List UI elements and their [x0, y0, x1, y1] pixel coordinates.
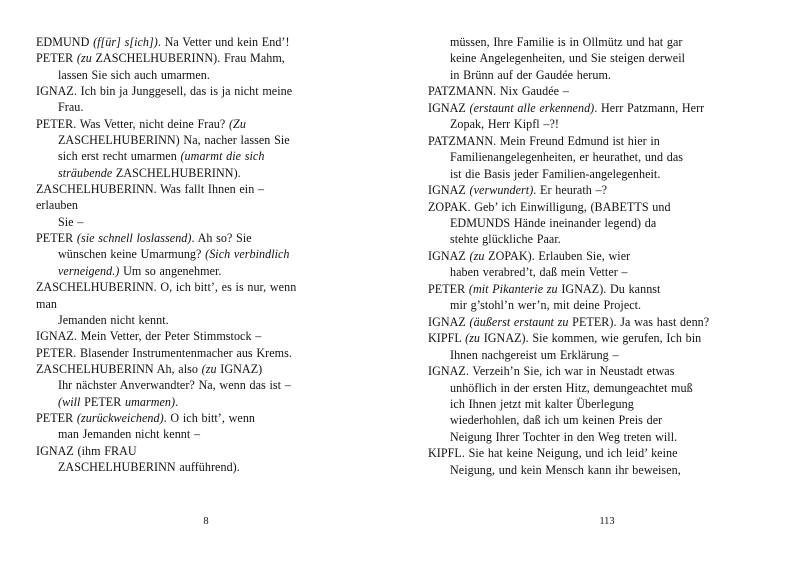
stage-direction: (Zu: [228, 116, 246, 131]
speech-block: [36, 181, 376, 230]
text-line: [36, 83, 376, 99]
text-line: [428, 50, 778, 66]
speech-block: [428, 445, 778, 478]
text-line: [428, 166, 778, 182]
speech-block: [428, 363, 778, 445]
text-line: [36, 181, 376, 197]
text-line: [36, 50, 376, 66]
dialogue-text: lassen Sie sich auch umarmen.: [58, 67, 210, 82]
text-line: [36, 459, 376, 475]
dialogue-text: .: [237, 165, 241, 180]
speech-block: [36, 34, 376, 50]
dialogue-text: müssen, Ihre Familie is in Ollmütz und hat gar: [450, 35, 683, 49]
dialogue-text: Neigung Ihrer Tochter in den Weg treten will.: [450, 429, 678, 444]
text-line: [36, 165, 376, 181]
speech-block: [36, 443, 376, 476]
text-line: [428, 83, 778, 99]
text-line: [428, 182, 778, 198]
stage-direction: (zu: [201, 361, 221, 376]
dialogue-text: PETER: [428, 281, 469, 296]
dialogue-text: ZASCHELHUBERINN): [95, 51, 218, 66]
text-line: [428, 231, 778, 247]
stage-direction: (f[ür] s[ich]): [93, 35, 158, 49]
dialogue-text: erlauben: [36, 198, 79, 213]
text-line: [428, 380, 778, 396]
dialogue-text: . Na Vetter und kein End’!: [157, 35, 290, 49]
text-line: [428, 149, 778, 165]
text-line: [36, 148, 376, 164]
text-line: [36, 230, 376, 246]
speech-block: [428, 314, 778, 330]
text-line: [36, 426, 376, 442]
speech-block: [36, 230, 376, 279]
dialogue-text: PETER): [572, 314, 614, 329]
dialogue-text: IGNAZ (ihm FRAU: [36, 443, 137, 458]
text-line: [36, 361, 376, 377]
dialogue-text: . Er heurath –?: [533, 183, 608, 198]
dialogue-text: . Ah so? Sie: [191, 231, 252, 246]
dialogue-text: PETER: [36, 231, 77, 246]
stage-direction: (mit Pikanterie zu: [468, 281, 562, 296]
text-line: [36, 410, 376, 426]
stage-direction: (verwundert): [469, 183, 534, 198]
text-line: [36, 99, 376, 115]
dialogue-text: IGNAZ: [428, 100, 470, 115]
dialogue-text: IGNAZ. Mein Vetter, der Peter Stimmstock –: [36, 329, 262, 344]
dialogue-text: Neigung, und kein Mensch kann ihr beweisen,: [450, 462, 681, 477]
text-line: [428, 297, 778, 313]
stage-direction: (äußerst erstaunt zu: [469, 314, 573, 329]
speech-block: [36, 361, 376, 410]
speech-block: [428, 133, 778, 182]
text-line: [36, 263, 376, 279]
stage-direction: verneigend.): [58, 263, 124, 278]
speech-block: [428, 248, 778, 281]
stage-direction: (Sich verbindlich: [205, 247, 290, 262]
text-line: [36, 312, 376, 328]
speech-block: [36, 50, 376, 83]
text-line: [428, 412, 778, 428]
dialogue-text: mir g’stohl’n wer’n, mit deine Project.: [450, 298, 642, 313]
dialogue-text: unhöflich in der ersten Hitz, demungeachtet muß: [450, 380, 693, 395]
text-line: [428, 100, 778, 116]
text-line: [36, 67, 376, 83]
dialogue-text: ich Ihnen jetzt mit kalter Überlegung: [450, 396, 634, 411]
right-page: [400, 0, 800, 566]
speech-block: [36, 116, 376, 181]
dialogue-text: man Jemanden nicht kennt –: [58, 427, 201, 442]
text-line: [36, 279, 376, 295]
dialogue-text: . Erlauben Sie, wier: [531, 248, 631, 263]
stage-direction: (zu: [465, 331, 484, 346]
dialogue-text: . O ich bitt’, wenn: [163, 410, 256, 425]
stage-direction: (erstaunt alle erkennend): [469, 100, 595, 115]
stage-direction: (umarmt die sich: [180, 149, 265, 164]
text-line: [36, 116, 376, 132]
dialogue-text: ist die Basis jeder Familien-angelegenheit.: [450, 166, 661, 181]
text-line: [36, 394, 376, 410]
text-line: [36, 296, 376, 312]
text-line: [36, 214, 376, 230]
dialogue-text: . Ja was hast denn?: [613, 314, 710, 329]
dialogue-text: ZASCHELHUBERINN. O, ich bitt’, es is nur, wenn: [36, 280, 297, 295]
speech-block: [428, 199, 778, 248]
speech-block: [428, 330, 778, 363]
dialogue-text: IGNAZ: [428, 314, 470, 329]
stage-direction: (will: [58, 394, 85, 409]
dialogue-text: Frau.: [58, 100, 84, 115]
right-page-text: [428, 34, 778, 478]
dialogue-text: IGNAZ): [220, 361, 263, 376]
dialogue-text: .: [175, 394, 179, 409]
dialogue-text: Ihnen nachgereist um Erklärung –: [450, 347, 619, 362]
dialogue-text: keine Angelegenheiten, und Sie steigen derweil: [450, 51, 686, 66]
text-line: [36, 443, 376, 459]
speech-block: [36, 279, 376, 328]
stage-direction: sträubende: [58, 165, 116, 180]
text-line: [428, 445, 778, 461]
dialogue-text: PETER: [36, 410, 77, 425]
speech-block: [36, 83, 376, 116]
dialogue-text: wiederhohlen, daß ich um keinen Preis der: [450, 413, 663, 428]
text-line: [36, 34, 376, 50]
stage-direction: (sie schnell loslassend): [76, 231, 192, 246]
dialogue-text: man: [36, 296, 57, 311]
dialogue-text: . Sie kommen, wie gerufen, Ich bin: [525, 331, 702, 346]
text-line: [428, 215, 778, 231]
dialogue-text: Ihr nächster Anverwandter? Na, wenn das ist –: [58, 378, 291, 393]
text-line: [428, 133, 778, 149]
dialogue-text: ZASCHELHUBERINN): [58, 133, 184, 148]
dialogue-text: IGNAZ. Ich bin ja Junggesell, das is ja nicht meine: [36, 84, 293, 99]
stage-direction: umarmen): [125, 394, 176, 409]
text-line: [428, 462, 778, 478]
dialogue-text: stehte glückliche Paar.: [450, 232, 561, 247]
dialogue-text: Familienangelegenheiten, er heurathet, und das: [450, 150, 684, 165]
text-line: [428, 116, 778, 132]
dialogue-text: ZOPAK): [488, 248, 532, 263]
text-line: [428, 396, 778, 412]
text-line: [36, 328, 376, 344]
text-line: [428, 429, 778, 445]
dialogue-text: ZOPAK. Geb’ ich Einwilligung, (BABETTS und: [428, 199, 671, 214]
text-line: [428, 264, 778, 280]
dialogue-text: ZASCHELHUBERINN Ah, also: [36, 361, 202, 376]
dialogue-text: in Brünn auf der Gaudée herum.: [450, 67, 611, 82]
dialogue-text: PATZMANN. Mein Freund Edmund ist hier in: [428, 133, 660, 148]
text-line: [36, 132, 376, 148]
text-line: [428, 330, 778, 346]
text-line: [428, 248, 778, 264]
speech-block: [428, 281, 778, 314]
right-page-number: 113: [599, 516, 615, 527]
text-line: [36, 246, 376, 262]
text-line: [428, 281, 778, 297]
dialogue-text: Zopak, Herr Kipfl –?!: [450, 117, 559, 132]
dialogue-text: PETER. Blasender Instrumentenmacher aus Krems.: [36, 345, 292, 360]
dialogue-text: IGNAZ: [428, 248, 470, 263]
text-line: [428, 199, 778, 215]
dialogue-text: EDMUNDS Hände ineinander legend) da: [450, 215, 657, 230]
dialogue-text: IGNAZ): [561, 281, 604, 296]
dialogue-text: PETER: [84, 394, 125, 409]
speech-block: [36, 328, 376, 344]
left-page-text: [36, 34, 376, 475]
dialogue-text: KIPFL. Sie hat keine Neigung, und ich leid’ keine: [428, 446, 678, 461]
text-line: [428, 67, 778, 83]
text-line: [428, 314, 778, 330]
dialogue-text: Na, nacher lassen Sie: [183, 133, 290, 148]
dialogue-text: . Frau Mahm,: [217, 51, 285, 66]
speech-block: [428, 34, 778, 83]
text-line: [36, 377, 376, 393]
dialogue-text: haben verabred’t, daß mein Vetter –: [450, 265, 628, 280]
dialogue-text: Jemanden nicht kennt.: [58, 312, 169, 327]
dialogue-text: ZASCHELHUBERINN): [115, 165, 238, 180]
dialogue-text: IGNAZ: [428, 183, 470, 198]
stage-direction: (zurückweichend): [76, 410, 164, 425]
text-line: [36, 345, 376, 361]
speech-block: [428, 83, 778, 99]
dialogue-text: wünschen keine Umarmung?: [58, 247, 206, 262]
dialogue-text: ZASCHELHUBERINN aufführend).: [58, 459, 240, 474]
dialogue-text: . Herr Patzmann, Herr: [594, 100, 705, 115]
dialogue-text: PETER: [36, 51, 77, 66]
speech-block: [428, 100, 778, 133]
text-line: [36, 197, 376, 213]
text-line: [428, 363, 778, 379]
text-line: [428, 34, 778, 50]
dialogue-text: IGNAZ): [483, 331, 526, 346]
dialogue-text: Um so angenehmer.: [123, 263, 222, 278]
dialogue-text: PETER. Was Vetter, nicht deine Frau?: [36, 116, 229, 131]
dialogue-text: EDMUND: [36, 35, 94, 49]
stage-direction: (zu: [76, 51, 96, 66]
stage-direction: (zu: [469, 248, 489, 263]
dialogue-text: Sie –: [58, 214, 84, 229]
speech-block: [36, 345, 376, 361]
dialogue-text: ZASCHELHUBERINN. Was fallt Ihnen ein –: [36, 182, 265, 197]
dialogue-text: KIPFL: [428, 331, 466, 346]
dialogue-text: sich erst recht umarmen: [58, 149, 181, 164]
text-line: [428, 347, 778, 363]
dialogue-text: IGNAZ. Verzeih’n Sie, ich war in Neustadt etwas: [428, 364, 675, 379]
left-page-number: 8: [203, 516, 209, 527]
dialogue-text: PATZMANN. Nix Gaudée –: [428, 84, 569, 99]
dialogue-text: . Du kannst: [603, 281, 661, 296]
speech-block: [36, 410, 376, 443]
speech-block: [428, 182, 778, 198]
